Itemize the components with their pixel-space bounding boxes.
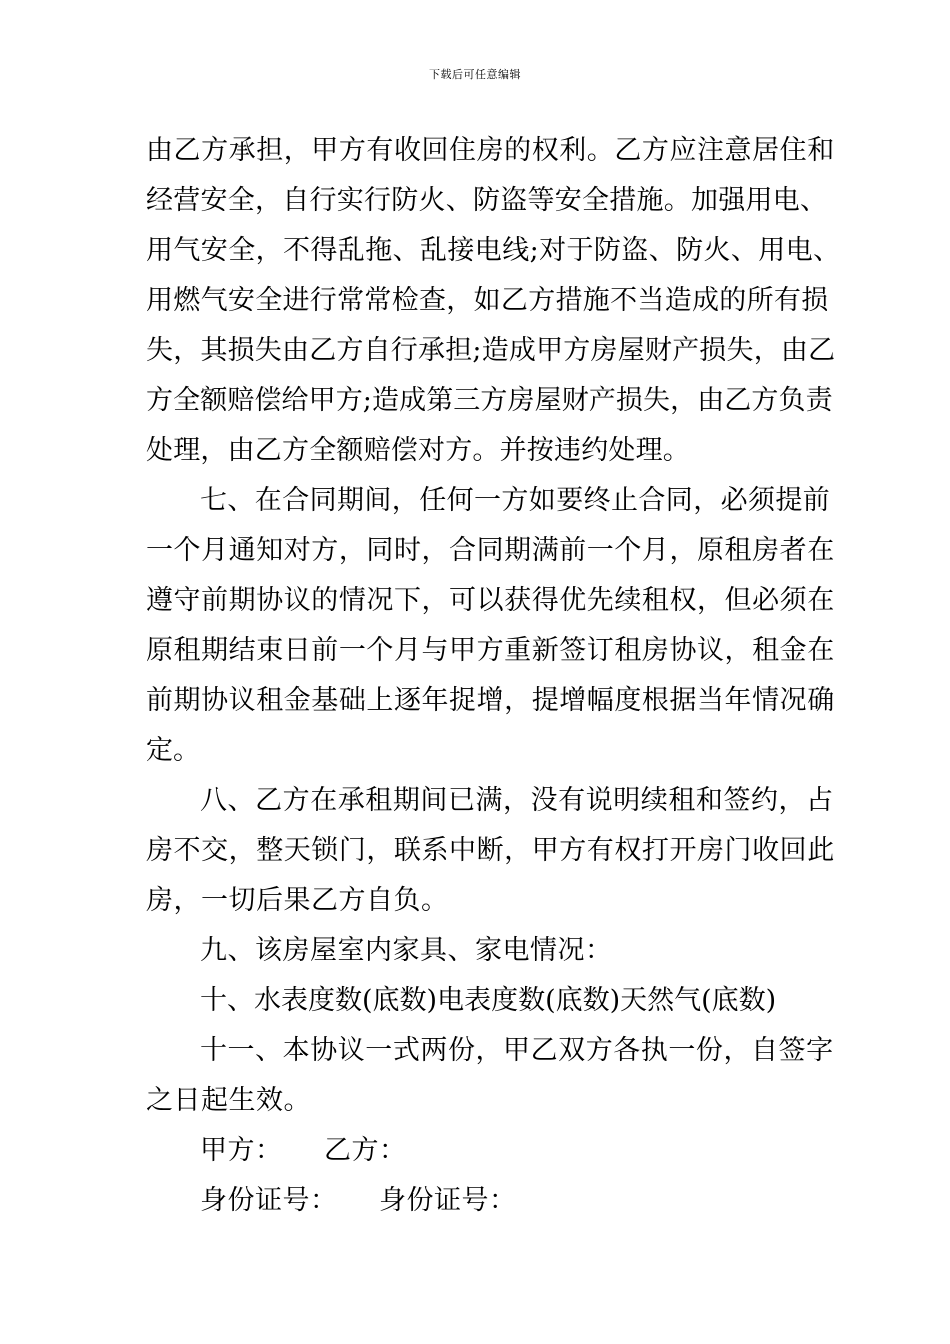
paragraph-7-line: 七、在合同期间，任何一方如要终止合同，必须提前 [200,485,831,516]
text-line: 经营安全，自行实行防火、防盗等安全措施。加强用电、 [146,185,828,216]
id-number-line: 身份证号： 身份证号： [200,1185,517,1216]
paragraph-11-line: 十一、本协议一式两份，甲乙双方各执一份，自签字 [200,1035,834,1066]
text-line: 前期协议租金基础上逐年捉增，提增幅度根据当年情况确 [146,685,835,716]
text-line: 定。 [146,735,200,766]
text-line: 房不交，整天锁门，联系中断，甲方有权打开房门收回此 [146,835,835,866]
text-line: 用气安全，不得乱拖、乱接电线;对于防盗、防火、用电、 [146,235,841,266]
text-line: 用燃气安全进行常常检查，如乙方措施不当造成的所有损 [146,285,829,316]
text-line: 一个月通知对方，同时，合同期满前一个月，原租房者在 [146,535,835,566]
text-line: 原租期结束日前一个月与甲方重新签订租房协议，租金在 [146,635,835,666]
paragraph-8-line: 八、乙方在承租期间已满，没有说明续租和签约，占 [200,785,834,816]
text-line: 由乙方承担，甲方有收回住房的权利。乙方应注意居住和 [146,135,835,166]
text-line: 失，其损失由乙方自行承担;造成甲方房屋财产损失，由乙 [146,335,836,366]
paragraph-9-line: 九、该房屋室内家具、家电情况： [200,935,613,966]
text-line: 方全额赔偿给甲方;造成第三方房屋财产损失，由乙方负责 [146,385,833,416]
party-signature-line: 甲方： 乙方： [200,1135,407,1166]
text-line: 处理，由乙方全额赔偿对方。并按违约处理。 [146,435,690,466]
page-header: 下载后可任意编辑 [429,68,521,81]
text-line: 房，一切后果乙方自负。 [146,885,449,916]
text-line: 遵守前期协议的情况下，可以获得优先续租权，但必须在 [146,585,835,616]
paragraph-10-line: 十、水表度数(底数)电表度数(底数)天然气(底数) [200,985,777,1016]
text-line: 之日起生效。 [146,1085,311,1116]
